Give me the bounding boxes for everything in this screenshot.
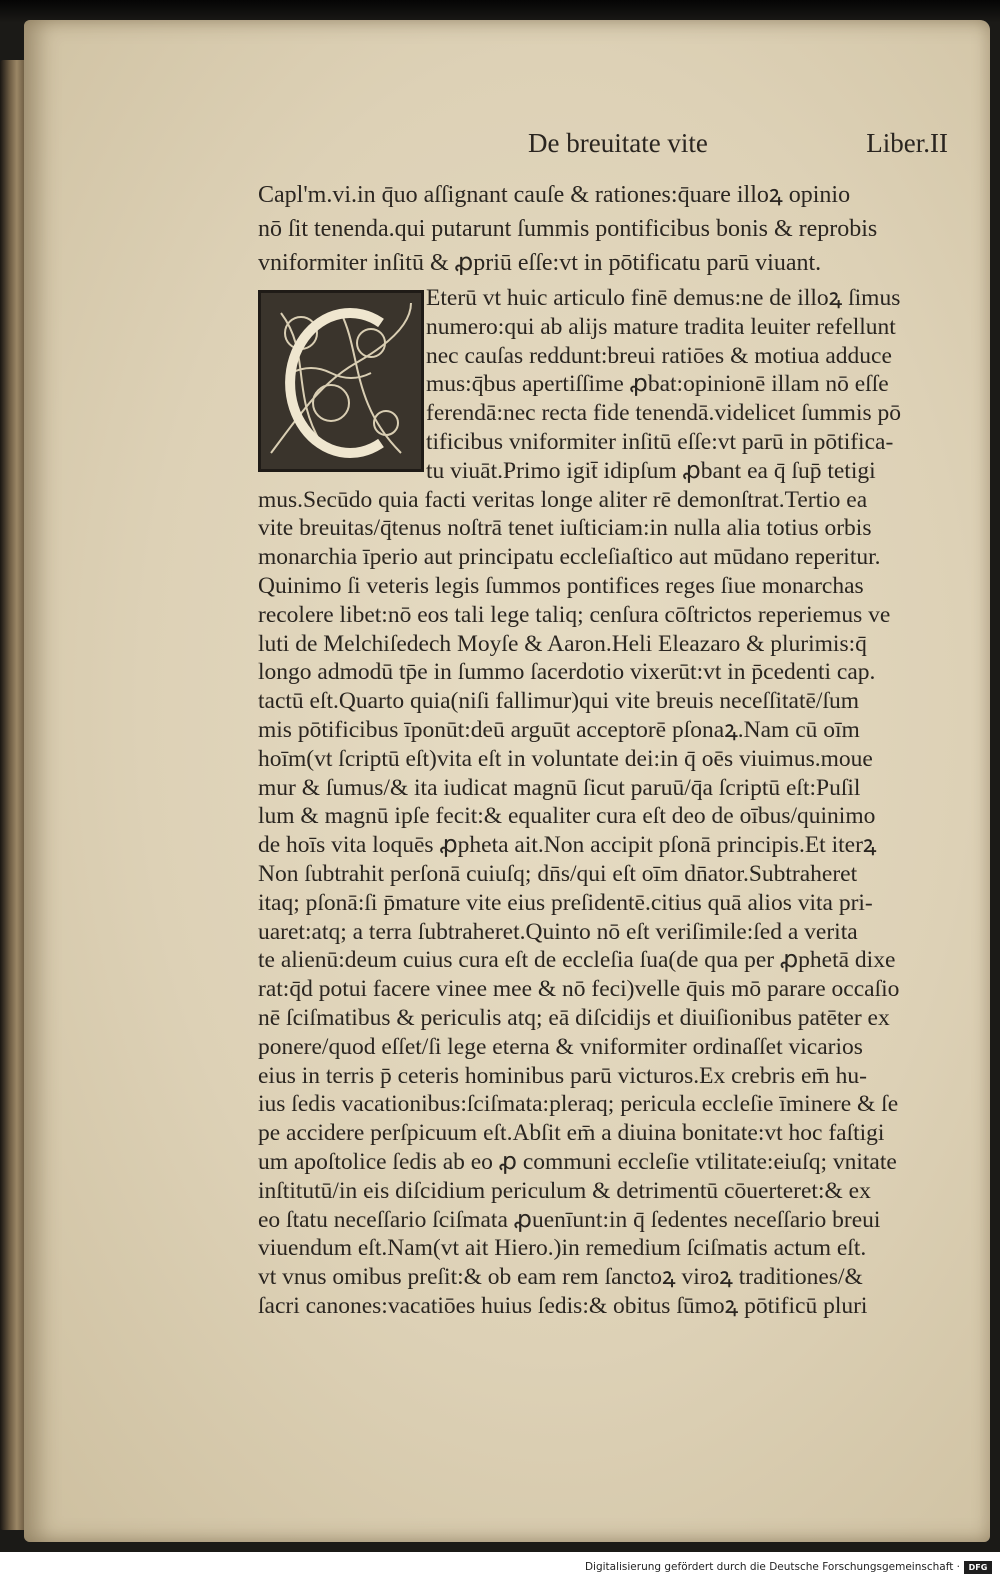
body-text (258, 284, 944, 1321)
text-line: uaret:atq; a terra ſubtraheret.Quinto nō eſt veriſimile:ſed a verita (258, 918, 858, 945)
chapter-heading-line: vniformiter inſitū & ꝓpriū eſſe:vt in pōtificatu parū viuant. (258, 250, 822, 276)
folio-label: Liber.II (866, 128, 948, 158)
text-line: mur & ſumus/& ita iudicat magnū ſicut paruū/q̄a ſcriptū eſt:Puſil (258, 774, 861, 801)
text-line: itaq; pſonā:ſi p̄mature vite eius preſidentē.citius quā alios vita pri- (258, 889, 873, 916)
text-line: mus:q̄bus apertiſſime ꝓbat:opinionē illam nō eſſe (426, 371, 889, 398)
text-line: mis pōtificibus īponūt:deū arguūt acceptorē pſonaꝝ.Nam cū oīm (258, 716, 860, 743)
text-line: ferendā:nec recta fide tenendā.videlicet ſummis pō (426, 400, 902, 427)
text-line: tificibus vniformiter inſitū eſſe:vt parū in pōtifica- (426, 428, 894, 455)
text-line: inſtitutū/in eis diſcidium periculum & detrimentū cōuerteret:& ex (258, 1177, 871, 1204)
text-line: mus.Secūdo quia facti veritas longe aliter rē demonſtrat.Tertio ea (258, 486, 868, 513)
top-edge (0, 0, 1000, 22)
text-line: numero:qui ab alijs mature tradita leuiter refellunt (426, 313, 896, 340)
text-line: um apoſtolice ſedis ab eo ꝓ communi eccleſie vtilitate:eiuſq; vnitate (258, 1148, 897, 1175)
text-line: ius ſedis vacationibus:ſciſmata:pleraq; pericula eccleſie īminere & ſe (258, 1091, 899, 1118)
text-line: tactū eſt.Quarto quia(niſi fallimur)qui vite breuis neceſſitatē/ſum (258, 688, 860, 715)
text-line: Quinimo ſi veteris legis ſummos pontifices reges ſiue monarchas (258, 572, 864, 599)
text-line: recolere libet:nō eos tali lege taliq; cenſura cōſtrictos reperiemus ve (258, 601, 891, 628)
text-line: longo admodū tp̄e in ſummo ſacerdotio vixerūt:vt in p̄cedenti cap. (258, 659, 876, 686)
chapter-heading-line: nō ſit tenenda.qui putarunt ſummis pontificibus bonis & reprobis (258, 216, 878, 242)
text-line: hoīm(vt ſcriptū eſt)vita eſt in voluntate dei:in q̄ oēs viuimus.moue (258, 745, 873, 772)
text-line: ponere/quod eſſet/ſi lege eterna & vniformiter ordinaſſet vicarios (258, 1033, 863, 1060)
chapter-heading (258, 178, 942, 280)
digitization-footer (0, 1552, 1000, 1586)
text-line: eo ſtatu neceſſario ſciſmata ꝓuenīunt:in q̄ ſedentes neceſſario breui (258, 1206, 881, 1233)
text-line: te alienū:deum cuius cura eſt de eccleſia ſua(de qua per ꝓphetā dixe (258, 947, 896, 974)
text-line: vite breuitas/q̄tenus noſtrā tenet iuſticiam:in nulla alia totius orbis (258, 515, 872, 542)
text-line: vt vnus omibus preſit:& ob eam rem ſanctoꝝ viroꝝ traditiones/& (258, 1264, 863, 1291)
text-line: lum & magnū ipſe fecit:& equaliter cura eſt deo de oībus/quinimo (258, 803, 876, 830)
text-line: pe accidere perſpicuum eſt.Abſit em̄ a diuina bonitate:vt hoc faſtigi (258, 1120, 885, 1147)
funding-credit: Digitalisierung gefördert durch die Deutsche Forschungsgemeinschaft · (584, 1561, 960, 1573)
text-line: monarchia īperio aut principatu eccleſiaſtico aut mūdano reperitur. (258, 544, 881, 571)
text-line: de hoīs vita loquēs ꝓpheta ait.Non accipit pſonā principis.Et iterꝝ (258, 832, 877, 859)
text-line: tu viuāt.Primo igit̄ idipſum ꝓbant ea q̄ ſup̄ tetigi (426, 457, 876, 484)
text-line: Non ſubtrahit perſonā cuiuſq; dn̄s/qui eſt oīm dn̄ator.Subtraheret (258, 860, 858, 887)
text-line: luti de Melchiſedech Moyſe & Aaron.Heli Eleazaro & plurimis:q̄ (258, 630, 867, 657)
text-line: nē ſciſmatibus & periculis atq; eā diſcidijs et diuiſionibus patēter ex (258, 1004, 890, 1031)
text-line: eius in terris p̄ ceteris hominibus parū victuros.Ex crebris em̄ hu- (258, 1062, 867, 1089)
text-line: rat:q̄d potui facere vinee mee & nō feci)velle q̄uis mō parare occaſio (258, 976, 900, 1003)
text-line: ſacri canones:vacatiōes huius ſedis:& obitus ſūmoꝝ pōtificū pluri (258, 1292, 868, 1319)
text-line: nec cauſas reddunt:breui ratiōes & motiua adduce (426, 342, 892, 369)
running-header (250, 128, 950, 168)
text-line: Eterū vt huic articulo finē demus:ne de illoꝝ ſimus (426, 285, 901, 311)
dfg-logo: DFG (964, 1561, 992, 1574)
running-title: De breuitate vite (528, 128, 708, 158)
text-line: viuendum eſt.Nam(vt ait Hiero.)in remedium ſciſmatis actum eſt. (258, 1235, 867, 1262)
chapter-heading-line: Capl'm.vi.in q̄uo aſſignant cauſe & rationes:q̄uare illoꝝ opinio (258, 182, 851, 208)
